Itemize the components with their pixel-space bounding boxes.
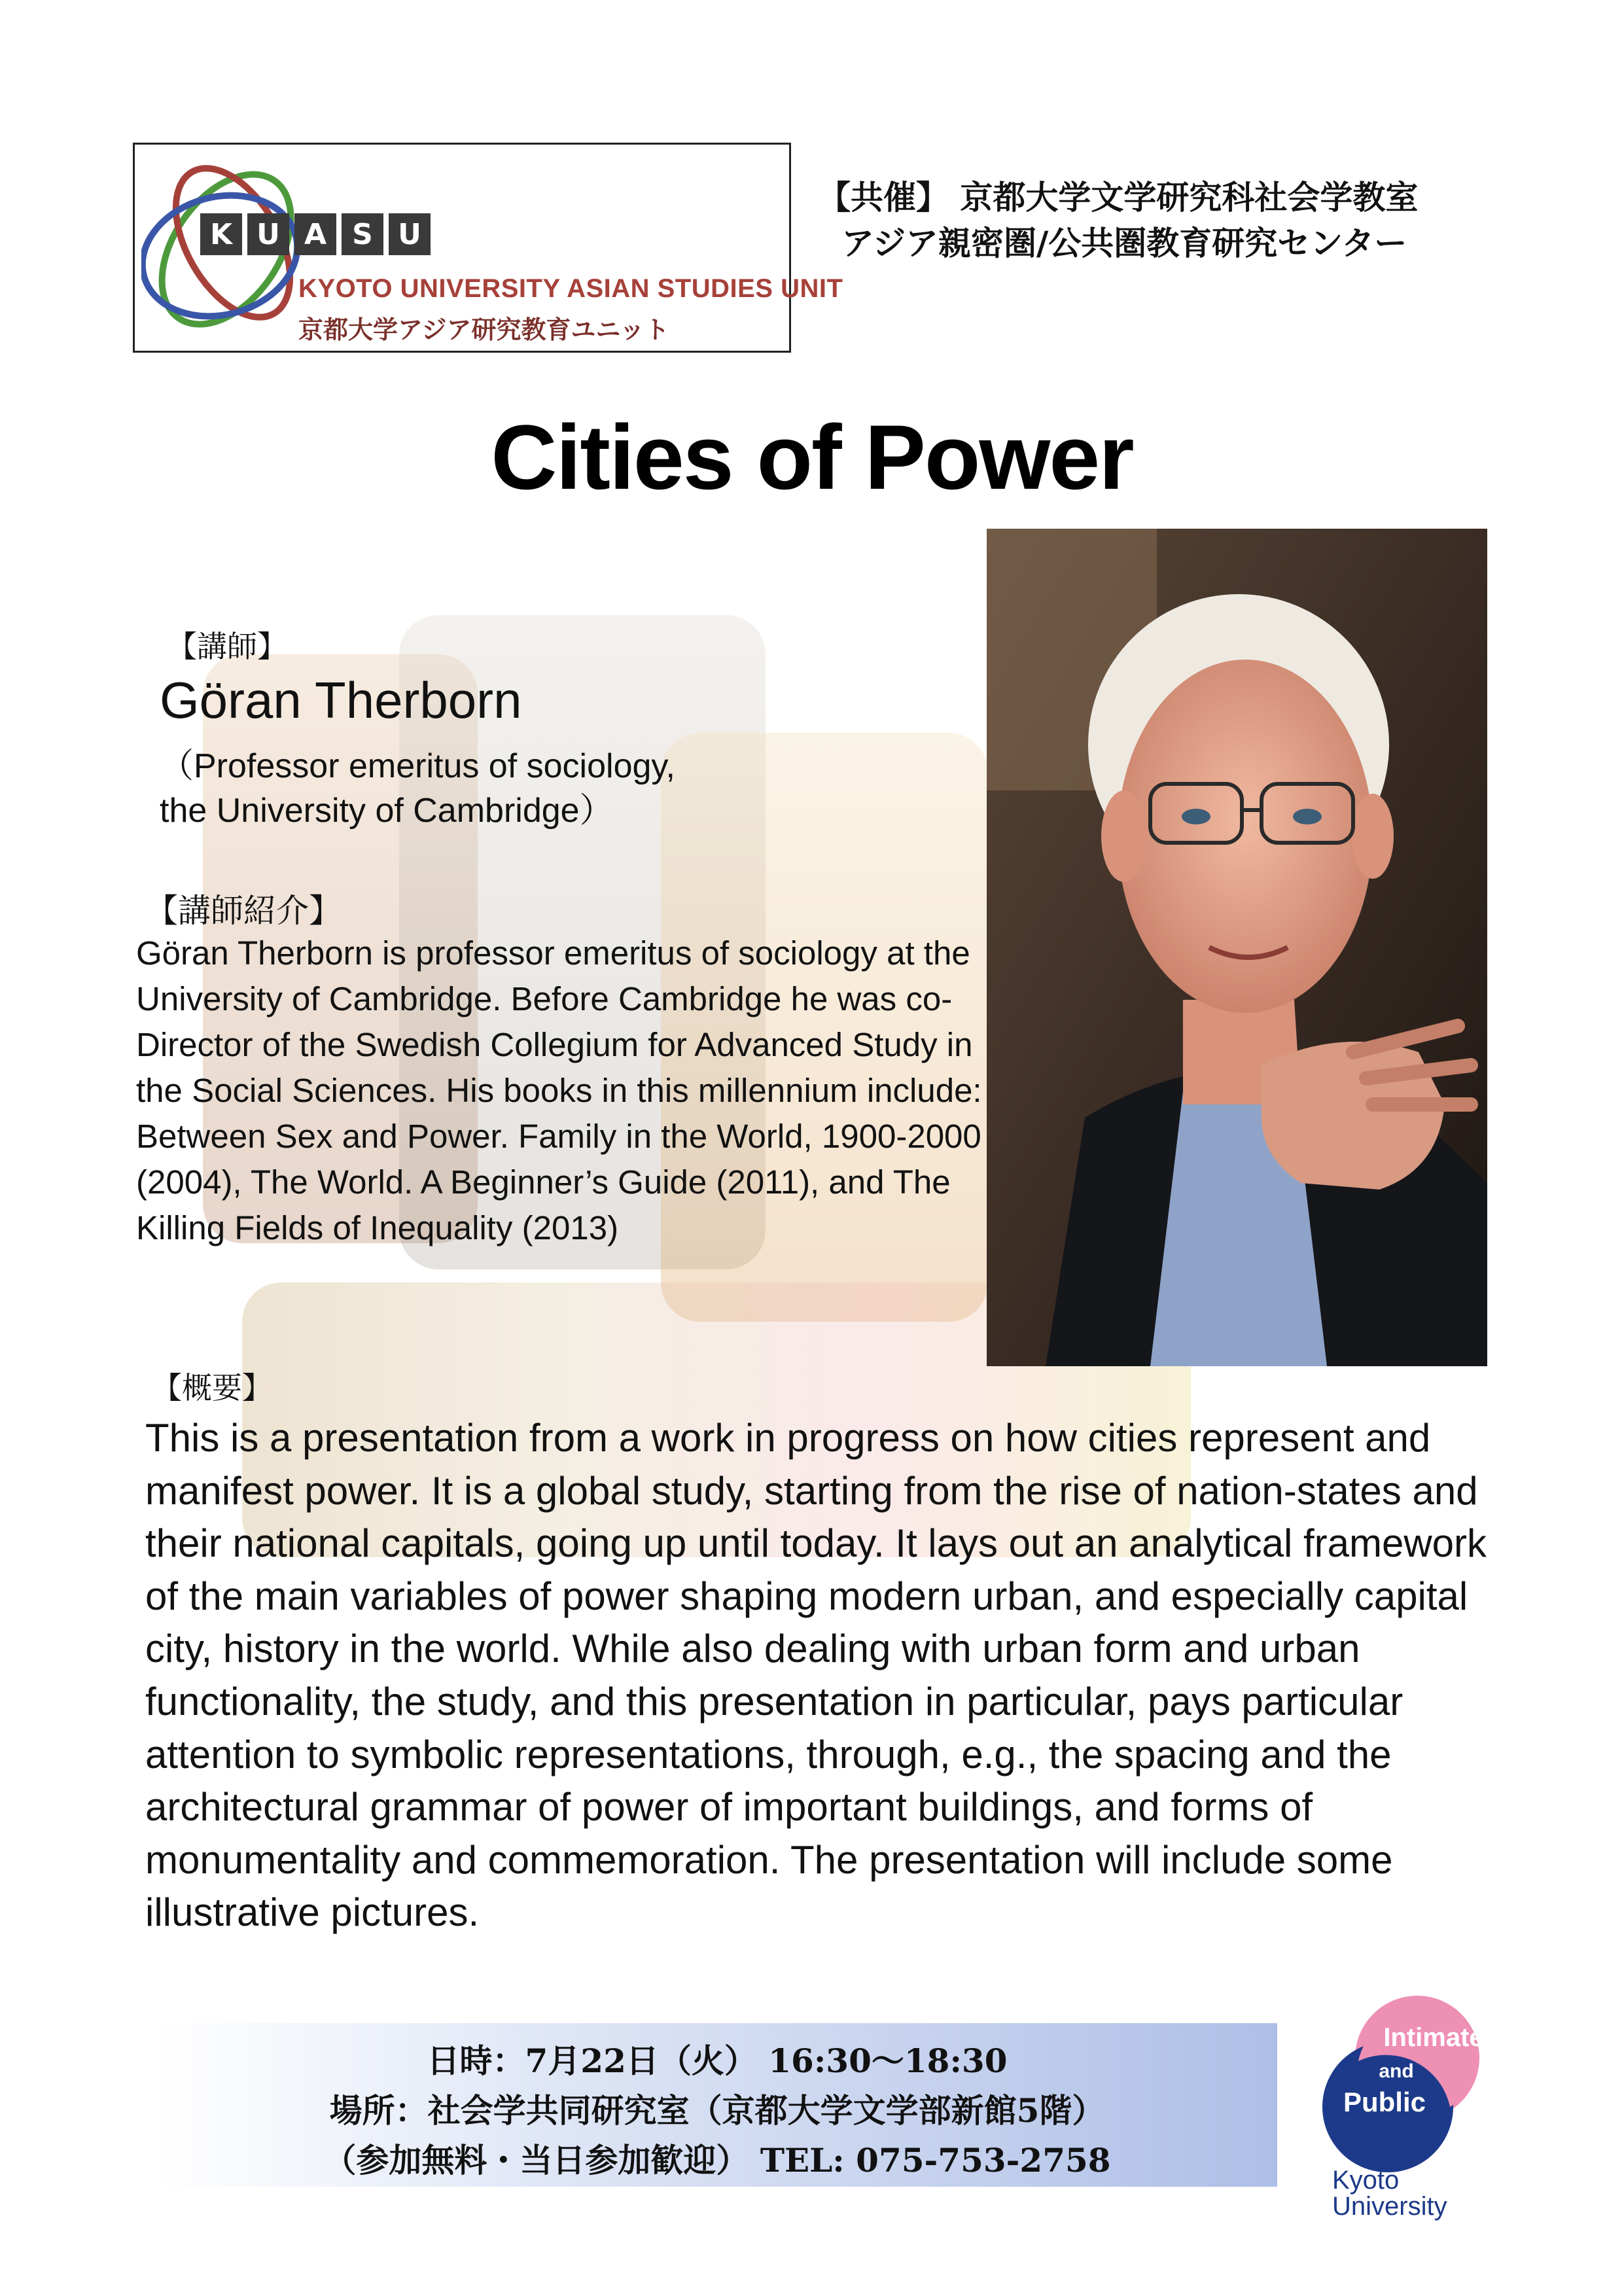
- intimate-public-logo-icon: [1319, 1992, 1496, 2228]
- bio-text: Göran Therborn is professor emeritus of sociology at the University of Cambridge. Before Cambridge he was co-Director of the Swedish Collegium for Advanced Study in the Social Sciences. His books in this millennium include: Between Sex and Power. Family in the World, 1900-2000 (2004), The World. A Beginner’s Guide (2011), and The Killing Fields of Inequality (2013): [136, 934, 982, 1246]
- logo-letter: S: [342, 213, 383, 255]
- ip-word-intimate: Intimate: [1383, 2023, 1484, 2052]
- event-date: 日時：7月22日（火） 16:30～18:30: [427, 2041, 1008, 2080]
- speaker-label: 【講師】: [167, 629, 287, 664]
- logo-letter: U: [389, 213, 431, 255]
- intimate-public-logo: [1319, 1992, 1496, 2228]
- sponsor-line-2: アジア親密圏/公共圏教育研究センター: [841, 224, 1407, 262]
- logo-letter: K: [200, 213, 242, 255]
- logo-japanese-name: 京都大学アジア研究教育ユニット: [298, 315, 669, 344]
- ip-word-university: University: [1332, 2192, 1447, 2221]
- portrait-illustration: [987, 529, 1487, 1366]
- speaker-affiliation: the University of Cambridge）: [160, 792, 614, 830]
- kuasu-logo: [133, 143, 843, 353]
- summary-text: This is a presentation from a work in progress on how cities represent and manifest power. It is a global study, starting from the rise of nation-states and their national capitals, going up until today. It lays out an analytical framework of the main variables of power shaping modern urban, and especially capital city, history in the world. While also dealing with urban form and urban functionality, the study, and this presentation in particular, pays particular attention to symbolic representations, through, e.g., the spacing and the architectural grammar of power of important buildings, and forms of monumentality and commemoration. The presentation will include some illustrative pictures.: [145, 1416, 1487, 1935]
- page-title: Cities of Power: [491, 406, 1133, 508]
- ip-word-kyoto: Kyoto: [1332, 2166, 1400, 2195]
- bio-label: 【講師紹介】: [145, 892, 342, 930]
- speaker-portrait: [987, 529, 1487, 1366]
- speaker-name: Göran Therborn: [160, 671, 522, 729]
- ip-word-public: Public: [1343, 2087, 1426, 2117]
- sponsor-line-1: 【共催】 京都大学文学研究科社会学教室: [818, 178, 1419, 217]
- logo-letters: [200, 213, 431, 255]
- logo-letter: U: [247, 213, 289, 255]
- event-place: 場所：社会学共同研究室（京都大学文学部新館5階）: [329, 2091, 1105, 2130]
- ip-word-and: and: [1379, 2060, 1414, 2082]
- event-info-box: [157, 2023, 1277, 2187]
- logo-letter: A: [294, 213, 336, 255]
- speaker-affiliation: （Professor emeritus of sociology,: [160, 747, 675, 785]
- event-note: （参加無料・当日参加歓迎） TEL: 075-753-2758: [323, 2141, 1111, 2180]
- logo-english-name: KYOTO UNIVERSITY ASIAN STUDIES UNIT: [298, 274, 843, 303]
- summary-label: 【概要】: [152, 1370, 272, 1405]
